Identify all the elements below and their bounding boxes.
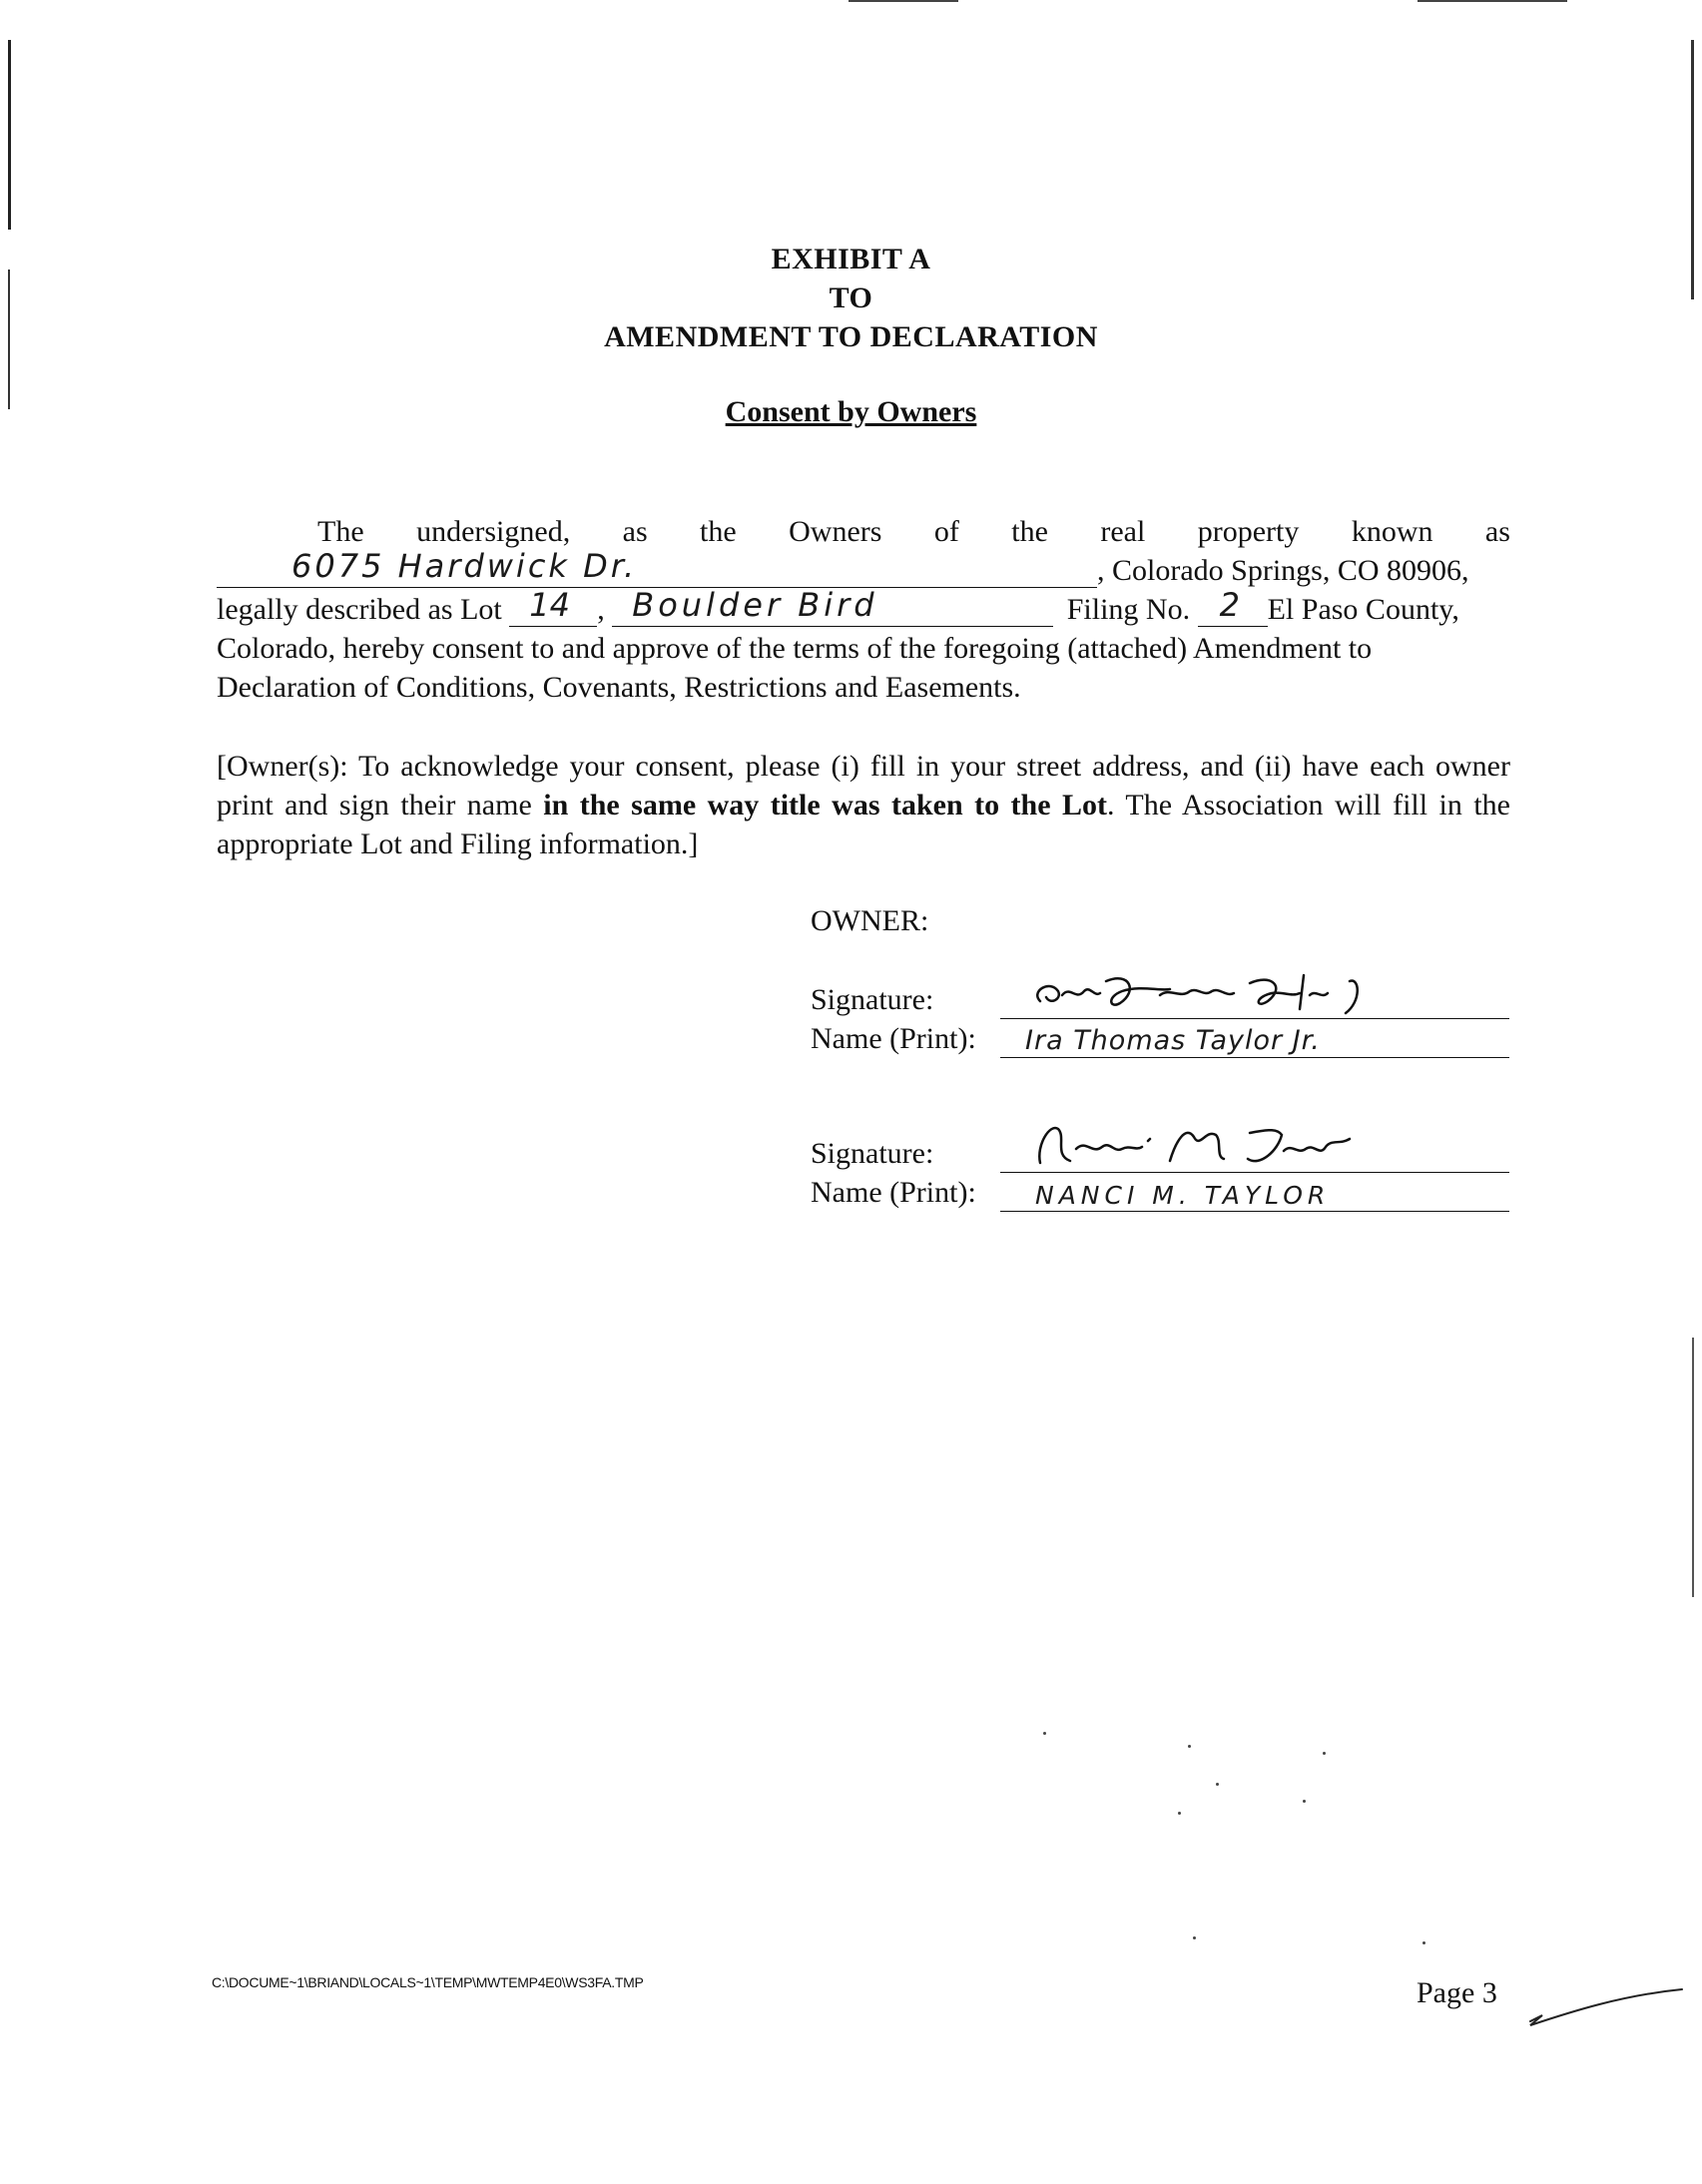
paragraph1-line4: Colorado, hereby consent to and approve of the terms of the foregoing (attached) Amendment to [217,632,1373,665]
scan-edge-artifact [1418,0,1567,2]
scan-edge-artifact [1692,1338,1694,1597]
handwritten-subdivision: Boulder Bird [632,586,878,624]
address-field [217,547,1097,588]
word: real [1100,515,1146,548]
instructions-bold-text: in the same way title was taken to the Lot [543,789,1107,821]
name-print-label: Name (Print): [811,1022,976,1055]
pen-mark [1522,1981,1692,2031]
page-number: Page 3 [1417,1976,1497,2009]
filing-field [1198,586,1268,627]
lot-prefix: legally described as Lot [217,593,502,626]
county-suffix: El Paso County, [1267,593,1459,626]
word: the [1011,515,1048,548]
owner1-printed-name: Ira Thomas Taylor Jr. [1025,1025,1321,1056]
word: property [1197,515,1300,548]
owner2-name-row [811,1174,1509,1214]
signature-label: Signature: [811,983,934,1016]
signature-line [1000,1018,1509,1019]
name-line [1000,1057,1509,1058]
word: known [1351,515,1433,548]
lot-field [509,586,597,627]
comma: , [597,593,605,626]
scan-speck [1422,1941,1425,1944]
paragraph2 [217,747,1510,863]
signature-line [1000,1172,1509,1173]
word: undersigned, [416,515,571,548]
subdivision-field [612,586,1053,627]
exhibit-heading-line3: AMENDMENT TO DECLARATION [604,320,1098,353]
owner2-signature-image [1010,1115,1410,1175]
scan-speck [1193,1936,1196,1939]
scan-speck [1323,1752,1326,1755]
owner1-signature-image [1010,961,1469,1021]
exhibit-heading-line1: EXHIBIT A [771,243,931,275]
filing-prefix: Filing No. [1066,593,1191,626]
scan-edge-artifact [849,0,958,2]
scan-speck [1178,1812,1181,1815]
footer-file-path: C:\DOCUME~1\BRIAND\LOCALS~1\TEMP\MWTEMP4E0\WS3FA.TMP [212,1974,644,1990]
paragraph1-line3 [217,586,1510,632]
signature-label: Signature: [811,1137,934,1170]
consent-title: Consent by Owners [725,395,977,428]
address-suffix: , Colorado Springs, CO 80906, [1097,554,1469,587]
scan-speck [1216,1783,1219,1786]
paragraph1-line5: Declaration of Conditions, Covenants, Restrictions and Easements. [217,671,1021,704]
word: of [933,515,959,548]
instructions-text-end: . The Association will fill in the appropriate Lot and Filing information.] [217,789,1511,860]
owner2-printed-name: NANCI M. TAYLOR [1035,1181,1331,1210]
scan-edge-artifact [8,40,11,230]
handwritten-lot: 14 [529,586,570,624]
word: as [1484,515,1510,548]
owner2-signature-row [811,1135,1509,1175]
exhibit-heading-line2: TO [829,281,873,314]
name-line [1000,1211,1509,1212]
word: The [317,515,364,548]
word: Owners [789,515,882,548]
owner1-signature-row [811,981,1509,1021]
word: the [700,515,737,548]
scan-speck [1043,1732,1046,1735]
owner-label: OWNER: [811,904,929,937]
word: as [622,515,648,548]
handwritten-address: 6075 Hardwick Dr. [291,547,638,585]
scan-speck [1303,1800,1306,1803]
name-print-label: Name (Print): [811,1176,976,1209]
scan-speck [1188,1745,1191,1748]
instructions-text: [Owner(s): To acknowledge your consent, please (i) fill in your street address, and (ii) have each owner print and sign their name [217,750,1510,821]
handwritten-filing: 2 [1219,586,1240,624]
owner1-name-row [811,1020,1509,1060]
